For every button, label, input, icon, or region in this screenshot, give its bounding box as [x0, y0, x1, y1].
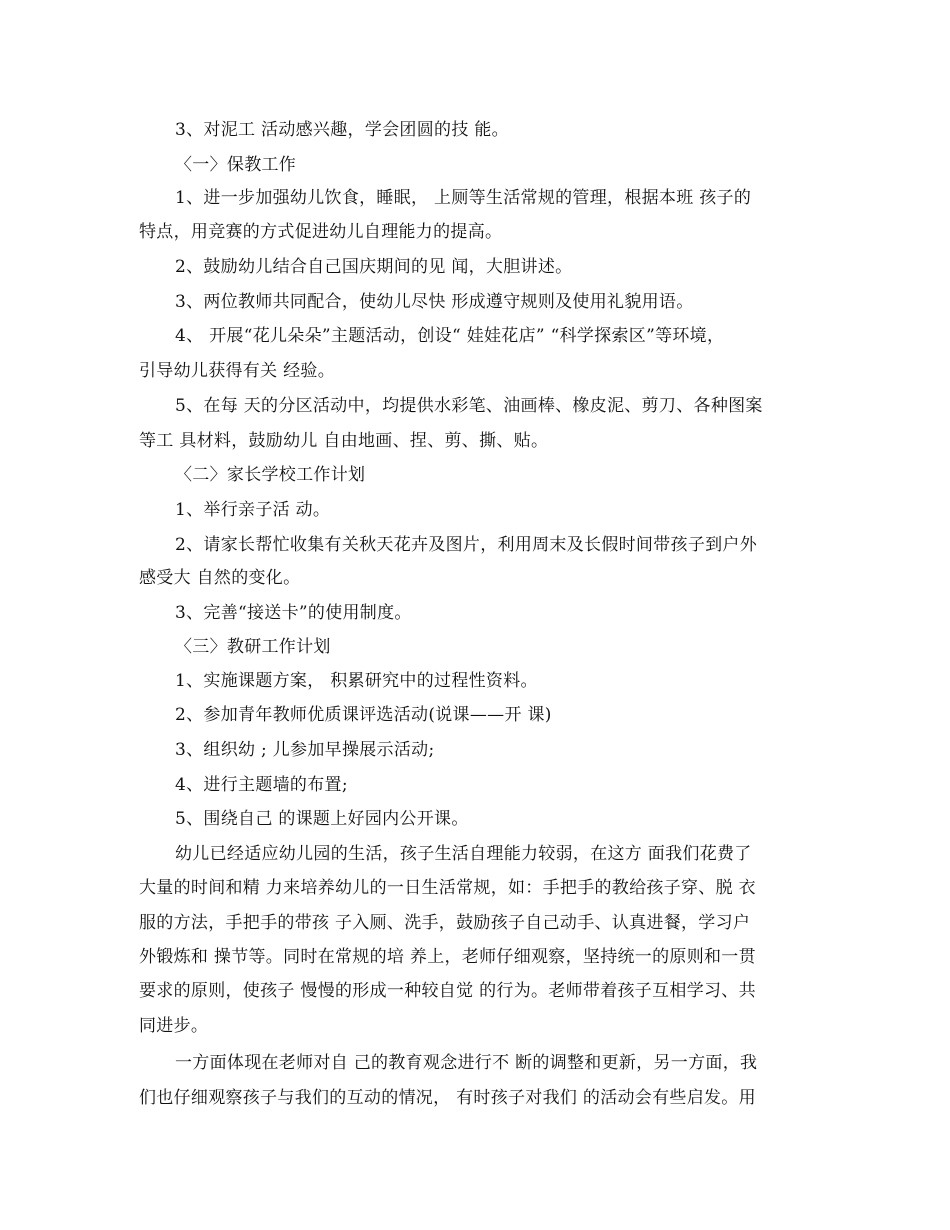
text-line: 3、对泥工 活动感兴趣，学会团圆的技 能。 [175, 120, 509, 140]
text-line: 5、围绕自己 的课题上好园内公开课。 [175, 809, 469, 829]
text-line: 3、组织幼 ; 儿参加早操展示活动; [175, 740, 435, 760]
text-line: 2、请家长帮忙收集有关秋天花卉及图片，利用周末及长假时间带孩子到户外 [175, 535, 758, 555]
text-line: 2、参加青年教师优质课评选活动(说课——开 课) [175, 705, 552, 725]
text-line: 特点，用竞赛的方式促进幼儿自理能力的提高。 [139, 222, 503, 242]
text-line: 要求的原则，使孩子 慢慢的形成一种较自觉 的行为。老师带着孩子互相学习、共 [139, 981, 756, 1001]
text-line: 2、鼓励幼儿结合自己国庆期间的见 闻，大胆讲述。 [175, 257, 573, 277]
text-line: 1、实施课题方案， 积累研究中的过程性资料。 [175, 671, 538, 691]
text-line: 5、在每 天的分区活动中，均提供水彩笔、油画棒、橡皮泥、剪刀、各种图案 [175, 396, 763, 416]
text-line: 4、进行主题墙的布置; [175, 775, 348, 795]
text-line: 4、 开展“花儿朵朵”主题活动，创设“ 娃娃花店” “科学探索区”等环境， [175, 326, 725, 346]
text-line: 3、两位教师共同配合，使幼儿尽快 形成遵守规则及使用礼貌用语。 [175, 292, 694, 312]
text-line: 3、完善“接送卡”的使用制度。 [175, 603, 412, 623]
text-line: 外锻炼和 操节等。同时在常规的培 养上，老师仔细观察，坚持统一的原则和一贯 [139, 947, 756, 967]
text-line: 服的方法，手把手的带孩 子入厕、洗手，鼓励孩子自己动手、认真进餐，学习户 [139, 913, 751, 933]
section-heading: 〈三〉教研工作计划 [175, 637, 331, 657]
text-line: 1、进一步加强幼儿饮食，睡眠， 上厕等生活常规的管理，根据本班 孩子的 [175, 188, 752, 208]
text-line: 同进步。 [139, 1016, 209, 1036]
text-line: 引导幼儿获得有关 经验。 [139, 361, 336, 381]
section-heading: 〈一〉保教工作 [175, 155, 297, 175]
text-line: 等工 具材料，鼓励幼儿 自由地画、捏、剪、撕、贴。 [139, 431, 549, 451]
text-line: 幼儿已经适应幼儿园的生活，孩子生活自理能力较弱，在这方 面我们花费了 [175, 844, 752, 864]
text-line: 感受大 自然的变化。 [139, 568, 301, 588]
text-line: 大量的时间和精 力来培养幼儿的一日生活常规，如：手把手的教给孩子穿、脱 衣 [139, 878, 756, 898]
text-line: 一方面体现在老师对自 己的教育观念进行不 断的调整和更新，另一方面，我 [175, 1053, 758, 1073]
section-heading: 〈二〉家长学校工作计划 [175, 465, 366, 485]
text-line: 1、举行亲子活 动。 [175, 500, 331, 520]
text-line: 们也仔细观察孩子与我们的互动的情况， 有时孩子对我们 的活动会有些启发。用 [139, 1088, 756, 1108]
